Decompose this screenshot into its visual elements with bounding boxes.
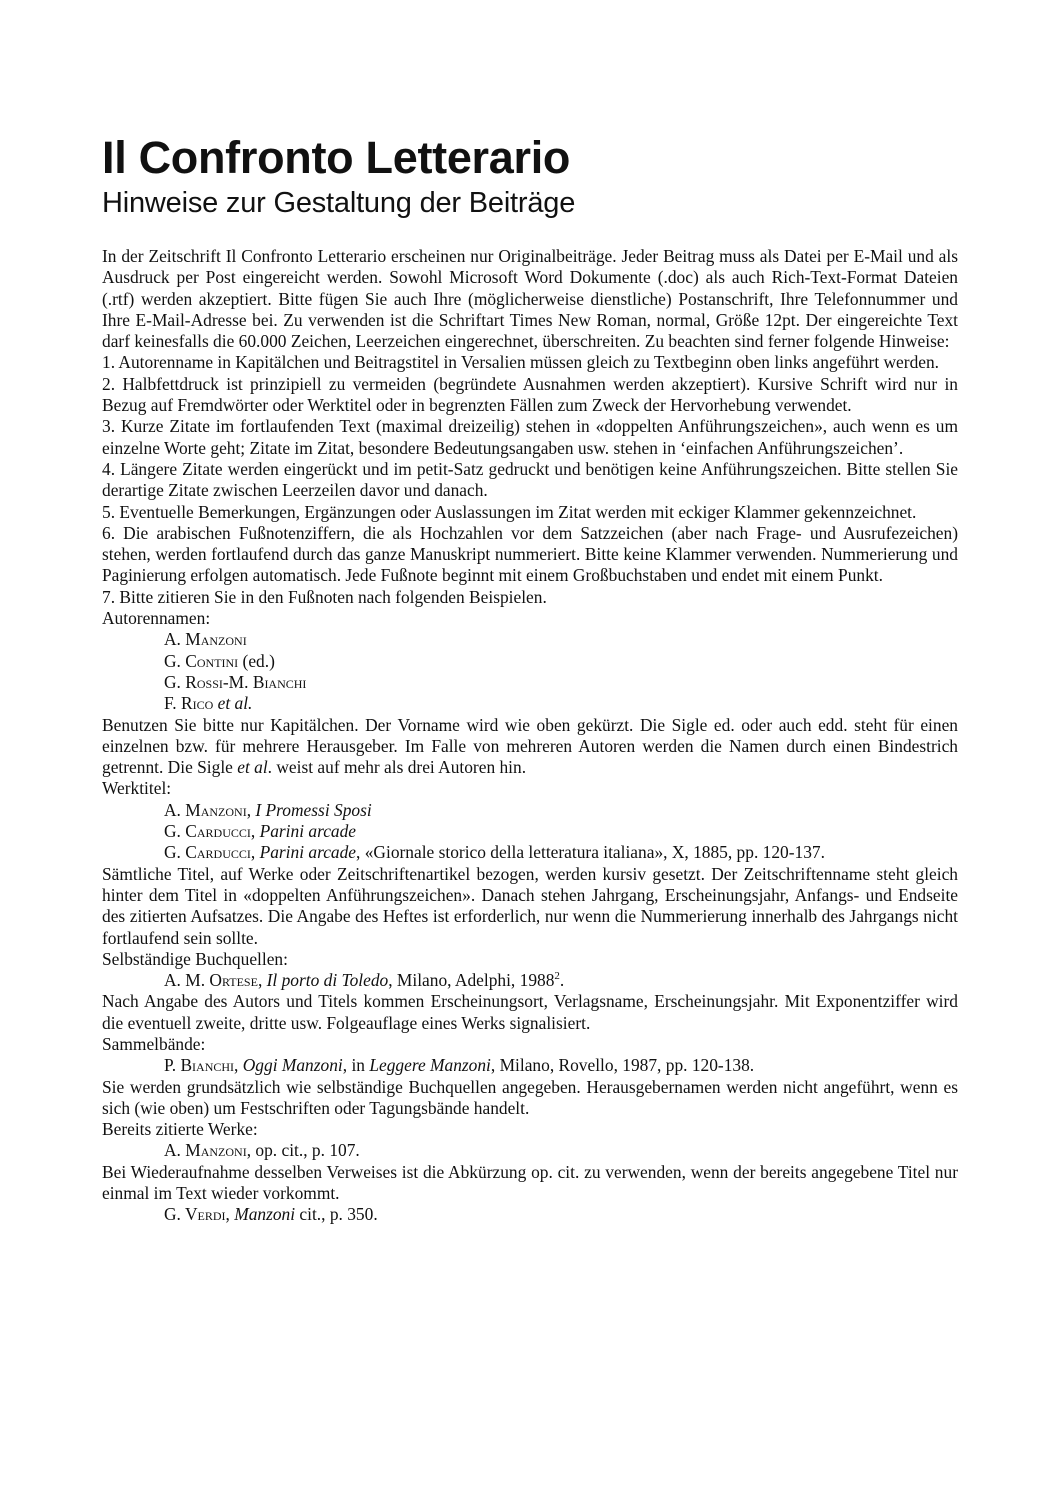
rule-1: 1. Autorenname in Kapitälchen und Beitragstitel in Versalien müssen gleich zu Textbeginn oben links angeführt werden. (102, 352, 940, 373)
book-example-1: A. M. Ortese, Il porto di Toledo, Milano, Adelphi, 1988$^2$. (164, 970, 565, 991)
rule-4: 4. Längere Zitate werden eingerückt und im petit-Satz gedruckt und benötigen keine Anführungszeichen. Bitte stellen Sie derartige Zitate zwischen Leerzeilen davor und danach. (102, 458, 958, 501)
authors-heading: Autorennamen: (102, 608, 211, 629)
document-page (102, 130, 958, 1226)
rule-6: 6. Die arabischen Fußnotenziffern, die als Hochzahlen vor dem Satzzeichen (aber nach Frage- und Ausrufezeichen) stehen, werden fortlaufend durch das ganze Manuskript nummeriert. Bitte keine Klammer verwenden. Nummerierung und Paginierung erfolgen automatisch. Jede Fußnote beginnt mit einem Großbuchstaben und endet mit einem Punkt. (102, 522, 958, 586)
document-title: Il Confronto Letterario (102, 132, 571, 183)
author-example-2: G. Contini (ed.) (164, 650, 275, 671)
intro-paragraph: In der Zeitschrift Il Confronto Letterario erscheinen nur Originalbeiträge. Jeder Beitrag muss als Datei per E-Mail und als Ausdruck per Post eingereicht werden. Sowohl Microsoft Word Dokumente (.doc) als auch Rich-Text-Format Dateien (.rtf) werden akzeptiert. Bitte fügen Sie auch Ihre (möglicherweise dienstliche) Postanschrift, Ihre Telefonnummer und Ihre E-Mail-Adresse bei. Zu verwenden ist die Schriftart Times New Roman, normal, Größe 12pt. Der eingereichte Text darf keinesfalls die 60.000 Zeichen, Leerzeichen eingerechnet, überschreiten. Zu beachten sind ferner folgende Hinweise: (102, 246, 958, 352)
work-example-3: G. Carducci, Parini arcade, «Giornale storico della letteratura italiana», X, 1885, pp. 120-137. (164, 842, 825, 863)
cited-example-1: A. Manzoni, op. cit., p. 107. (164, 1140, 360, 1161)
works-note: Sämtliche Titel, auf Werke oder Zeitschriftenartikel bezogen, werden kursiv gesetzt. Der Zeitschriftenname steht gleich hinter dem Titel in «doppelten Anführungszeichen». Danach stehen Jahrgang, Erscheinungsjahr, Anfangs- und Endseite des zitierten Aufsatzes. Die Angabe des Heftes ist erforderlich, nur wenn die Nummerierung innerhalb des Jahrgangs nicht fortlaufend sein sollte. (102, 863, 958, 948)
rule-3: 3. Kurze Zitate im fortlaufenden Text (maximal dreizeilig) stehen in «doppelten Anführungszeichen», auch wenn es um einzelne Worte geht; Zitate im Zitat, besondere Bedeutungsangaben usw. stehen in ‘einfachen Anführungszeichen’. (102, 416, 958, 458)
works-heading: Werktitel: (102, 778, 172, 799)
collections-note: Sie werden grundsätzlich wie selbständige Buchquellen angegeben. Herausgebernamen werden nicht angeführt, wenn es sich (wie oben) um Festschriften oder Tagungsbände handelt. (102, 1076, 958, 1118)
collections-heading: Sammelbände: (102, 1033, 206, 1054)
document-subtitle: Hinweise zur Gestaltung der Beiträge (102, 187, 576, 219)
rule-2: 2. Halbfettdruck ist prinzipiell zu vermeiden (begründete Ausnahmen werden akzeptiert). Kursive Schrift wird nur in Bezug auf Fremdwörter oder Werktitel oder in begrenzten Fällen zum Zweck der Hervorhebung verwendet. (102, 373, 958, 416)
collection-example-1: P. Bianchi, Oggi Manzoni, in Leggere Manzoni, Milano, Rovello, 1987, pp. 120-138. (164, 1055, 755, 1076)
books-heading: Selbständige Buchquellen: (102, 948, 288, 969)
cited-heading: Bereits zitierte Werke: (102, 1119, 258, 1140)
rule-7: 7. Bitte zitieren Sie in den Fußnoten nach folgenden Beispielen. (102, 586, 547, 607)
author-example-3: G. Rossi-M. Bianchi (164, 671, 307, 692)
author-example-1: A. Manzoni (164, 629, 247, 650)
work-example-2: G. Carducci, Parini arcade (164, 821, 357, 842)
work-example-1: A. Manzoni, I Promessi Sposi (164, 799, 372, 820)
cited-example-2: G. Verdi, Manzoni cit., p. 350. (164, 1204, 378, 1225)
books-note: Nach Angabe des Autors und Titels kommen Erscheinungsort, Verlagsname, Erscheinungsjahr. Mit Exponentziffer wird die eventuell zweite, dritte usw. Folgeauflage eines Werks signalisiert. (102, 991, 958, 1033)
cited-note: Bei Wiederaufnahme desselben Verweises ist die Abkürzung op. cit. zu verwenden, wenn der bereits angegebene Titel nur einmal im Text wieder vorkommt. (102, 1161, 958, 1204)
authors-note: Benutzen Sie bitte nur Kapitälchen. Der Vorname wird wie oben gekürzt. Die Sigle ed. oder auch edd. steht für einen einzelnen bzw. für mehrere Herausgeber. Im Falle von mehreren Autoren werden die Namen durch einen Bindestrich getrennt. Die Sigle et al. weist auf mehr als drei Autoren hin. (102, 714, 958, 778)
rule-5: 5. Eventuelle Bemerkungen, Ergänzungen oder Auslassungen im Zitat werden mit eckiger Klammer gekennzeichnet. (102, 501, 917, 522)
author-example-4: F. Rico et al. (164, 693, 253, 714)
